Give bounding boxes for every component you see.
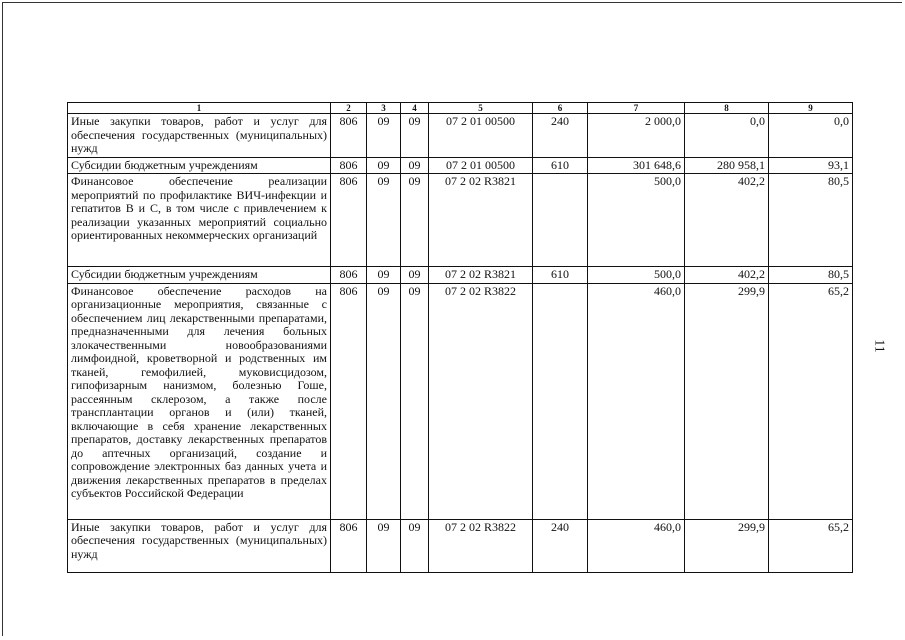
row-cell: 80,5 xyxy=(769,267,853,284)
row-cell: 07 2 02 R3822 xyxy=(429,519,533,572)
row-cell: 0,0 xyxy=(769,114,853,158)
row-cell: 07 2 01 00500 xyxy=(429,114,533,158)
row-cell: 610 xyxy=(533,157,588,174)
row-cell: 09 xyxy=(401,267,429,284)
row-cell: 09 xyxy=(401,283,429,519)
row-cell: 65,2 xyxy=(769,519,853,572)
table-row xyxy=(68,519,853,572)
table-row xyxy=(68,157,853,174)
row-cell: 806 xyxy=(331,157,367,174)
row-cell: 09 xyxy=(367,283,401,519)
row-name: Субсидии бюджетным учреждениям xyxy=(68,157,331,174)
row-cell: 806 xyxy=(331,114,367,158)
table-row xyxy=(68,283,853,519)
header-cell: 1 xyxy=(68,103,331,114)
row-cell: 806 xyxy=(331,519,367,572)
row-cell: 240 xyxy=(533,114,588,158)
row-cell: 09 xyxy=(401,157,429,174)
row-cell: 806 xyxy=(331,283,367,519)
row-cell xyxy=(533,283,588,519)
page-number: 11 xyxy=(871,339,887,353)
row-cell: 402,2 xyxy=(685,267,769,284)
header-cell: 4 xyxy=(401,103,429,114)
row-cell: 93,1 xyxy=(769,157,853,174)
row-cell: 2 000,0 xyxy=(588,114,685,158)
row-cell: 500,0 xyxy=(588,174,685,267)
row-cell: 402,2 xyxy=(685,174,769,267)
header-cell: 5 xyxy=(429,103,533,114)
table-row xyxy=(68,114,853,158)
table-row xyxy=(68,174,853,267)
header-cell: 6 xyxy=(533,103,588,114)
row-cell: 500,0 xyxy=(588,267,685,284)
row-cell: 09 xyxy=(367,114,401,158)
row-cell: 299,9 xyxy=(685,283,769,519)
row-cell: 0,0 xyxy=(685,114,769,158)
table-header-row xyxy=(68,103,853,114)
row-cell: 299,9 xyxy=(685,519,769,572)
row-cell: 280 958,1 xyxy=(685,157,769,174)
row-cell: 07 2 02 R3821 xyxy=(429,267,533,284)
row-cell: 610 xyxy=(533,267,588,284)
row-cell xyxy=(533,174,588,267)
row-name: Субсидии бюджетным учреждениям xyxy=(68,267,331,284)
row-cell: 460,0 xyxy=(588,519,685,572)
table-row xyxy=(68,267,853,284)
row-cell: 806 xyxy=(331,174,367,267)
header-cell: 8 xyxy=(685,103,769,114)
budget-table xyxy=(67,102,853,573)
row-cell: 07 2 02 R3821 xyxy=(429,174,533,267)
header-cell: 3 xyxy=(367,103,401,114)
row-cell: 301 648,6 xyxy=(588,157,685,174)
row-cell: 09 xyxy=(401,114,429,158)
row-cell: 460,0 xyxy=(588,283,685,519)
header-cell: 7 xyxy=(588,103,685,114)
row-cell: 65,2 xyxy=(769,283,853,519)
row-cell: 80,5 xyxy=(769,174,853,267)
row-cell: 09 xyxy=(367,157,401,174)
row-name: Финансовое обеспечение расходов на организационные мероприятия, связанные с обеспечением лиц лекарственными препаратами, предназначенными для лечения больных злокачественными новообразованиями лимфоидной, кроветворной и родственных им тканей, гемофилией, муковисцидозом, гипофизарным нанизмом, болезнью Гоше, рассеянным склерозом, а также после трансплантации органов и (или) тканей, включающие в себя хранение лекарственных препаратов, доставку лекарственных препаратов до аптечных организаций, создание и сопровождение электронных баз данных учета и движения лекарственных препаратов в пределах субъектов Российской Федерации xyxy=(68,283,331,519)
row-cell: 09 xyxy=(367,519,401,572)
row-name: Иные закупки товаров, работ и услуг для обеспечения государственных (муниципальных) нужд xyxy=(68,519,331,572)
row-name: Иные закупки товаров, работ и услуг для обеспечения государственных (муниципальных) нужд xyxy=(68,114,331,158)
row-cell: 09 xyxy=(401,174,429,267)
header-cell: 9 xyxy=(769,103,853,114)
row-name: Финансовое обеспечение реализации мероприятий по профилактике ВИЧ-инфекции и гепатитов В и С, в том числе с привлечением к реализации указанных мероприятий социально ориентированных некоммерческих организаций xyxy=(68,174,331,267)
row-cell: 09 xyxy=(367,267,401,284)
row-cell: 09 xyxy=(367,174,401,267)
row-cell: 240 xyxy=(533,519,588,572)
header-cell: 2 xyxy=(331,103,367,114)
row-cell: 07 2 02 R3822 xyxy=(429,283,533,519)
row-cell: 09 xyxy=(401,519,429,572)
row-cell: 07 2 01 00500 xyxy=(429,157,533,174)
row-cell: 806 xyxy=(331,267,367,284)
